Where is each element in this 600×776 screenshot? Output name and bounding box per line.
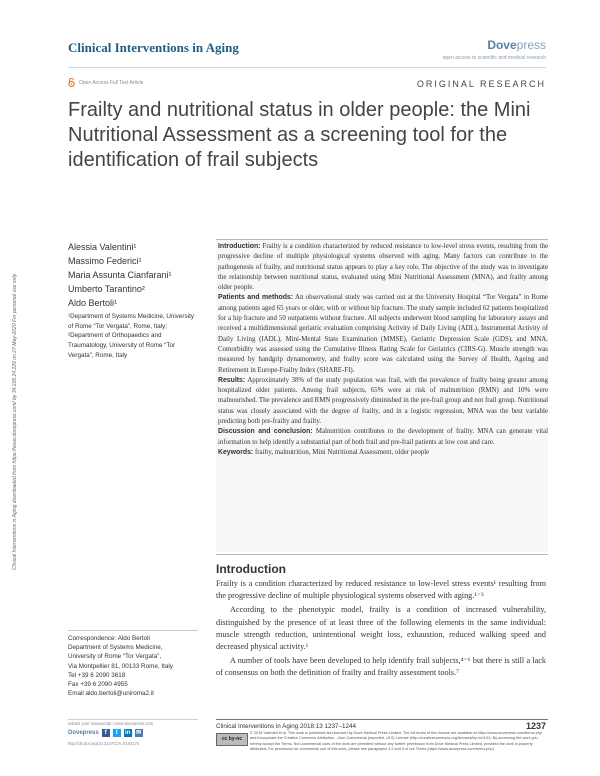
abstract-introduction-text: Frailty is a condition characterized by reduced resistance to low-level stress events, resulting from the progressive decline of multiple physiological systems observed with aging. Many factors can contribute to the pathogenesis of frailty, and nutritional status appears to play a key role. The objective of the study was to investigate the relationship between nutritional status, evaluated using Mini Nutritional Assessment (MNA), and frailty among older people.: [218, 243, 548, 292]
publisher-tagline: open access to scientific and medical research: [442, 55, 546, 61]
abstract-methods-text: An observational study was carried out at the University Hospital “Tor Vergata” in Rome among patients aged 65 years or older, with or without hip fracture. The study sample included 62 patients hospitalized for a hip fracture and 50 outpatients without fracture. All subjects underwent blood sampling for laboratory assays and received a multidimensional geriatric evaluation comprising Activity of Daily Living (ADL), Instrumental Activity of Daily Living (IADL), Mini-Mental State Examination (MMSE), Geriatric Depression Scale (GDS), and MNA. Comorbidity was assessed using the Cumulative Illness Rating Scale for Geriatrics (CIRS-G). Muscle strength was measured by handgrip dynamometry, and frailty score was calculated using the Survey of Health, Ageing and Retirement in Europe-Frailty Index (SHARE-FI).: [218, 294, 548, 374]
abstract-discussion-label: Discussion and conclusion:: [218, 428, 313, 436]
author-name: Maria Assunta Cianfarani¹: [68, 270, 172, 280]
author-name: Umberto Tarantino²: [68, 284, 145, 294]
affiliations: ¹Department of Systems Medicine, University of Rome “Tor Vergata”, Rome, Italy; ²Department of Orthopaedics and Traumatology, University of Rome “Tor Vergata”, Rome, Italy: [68, 313, 194, 359]
article-type: ORIGINAL RESEARCH: [416, 79, 546, 89]
introduction-body: [216, 578, 546, 680]
footer-divider-left: [68, 719, 198, 720]
publisher-logo[interactable]: [487, 38, 546, 52]
abstract-methods-label: Patients and methods:: [218, 294, 294, 302]
open-access-label: Open Access Full Text Article: [79, 79, 144, 86]
correspondence-line: Fax +39 6 2090 4955: [68, 681, 128, 689]
correspondence-block: [68, 634, 200, 698]
author-name: Alessia Valentini¹: [68, 242, 137, 252]
page-number: 1237: [525, 721, 546, 731]
abstract-introduction-label: Introduction:: [218, 243, 261, 250]
share-row: [68, 729, 143, 737]
facebook-icon[interactable]: f: [102, 729, 110, 737]
abstract-box: [216, 239, 548, 552]
submit-manuscript-link[interactable]: submit your manuscript | www.dovepress.com: [68, 721, 154, 726]
open-access-lock-icon: [68, 78, 75, 87]
dovepress-logo[interactable]: Dovepress: [68, 730, 99, 736]
author-name: Aldo Bertoli¹: [68, 298, 118, 308]
correspondence-line: Tel +39 6 2090 3618: [68, 671, 126, 679]
correspondence-line: Via Montpellier 81, 00133 Rome, Italy: [68, 662, 173, 670]
email-icon[interactable]: ✉: [136, 730, 142, 736]
open-access-row: [68, 78, 143, 87]
correspondence-line: Department of Systems Medicine,: [68, 644, 163, 652]
side-note-text: Clinical Interventions in Aging downloaded from https://www.dovepress.com/ by 34.226.24.229 on 27-May-2020 For personal use only.: [12, 272, 18, 570]
paper-title: Frailty and nutritional status in older people: the Mini Nutritional Assessment as a screening tool for the identification of frail subjects: [68, 99, 531, 171]
header-divider: [68, 67, 546, 68]
doi-link[interactable]: http://dx.doi.org/10.2147/CIA.S164174: [68, 741, 140, 746]
correspondence-line: University of Rome “Tor Vergata”,: [68, 653, 162, 661]
publisher-light: press: [516, 38, 546, 52]
download-side-note: [12, 150, 42, 570]
abstract-results-text: Approximately 38% of the study population was frail, with the prevalence of frailty being greater among hospitalized older patients. Among frail subjects, 65% were at risk of malnutrition (RMN) and 10% were malnourished. The prevalence and RMN progressively diminished in the pre-frail group and not frail group. Nutritional status was closely associated with the degree of frailty, and in a logistic regression, MNA was the best variable predicting both pre-frailty and frailty.: [218, 376, 548, 426]
twitter-icon[interactable]: t: [113, 729, 121, 737]
abstract-results-label: Results:: [218, 376, 246, 384]
author-list: [68, 240, 172, 310]
abstract-keywords-label: Keywords:: [218, 448, 254, 456]
correspondence-divider: [68, 630, 198, 631]
license-text: © 2018 Valentini et al. This work is published and licensed by Dove Medical Press Limited. The full terms of this license are available at https://www.dovepress.com/terms.php and incorporate the Creative Commons Attribution – Non Commercial (unported, v3.0) License (http://creativecommons.org/licenses/by-nc/3.0/). By accessing the work you hereby accept the Terms. Non-commercial uses of the work are permitted without any further permission from Dove Medical Press Limited, provided the work is properly attributed. For permission for commercial use of this work, please see paragraphs 4.2 and 5 of our Terms (https://www.dovepress.com/terms.php).: [250, 731, 542, 751]
creative-commons-icon[interactable]: cc by-nc: [216, 733, 248, 746]
correspondence-email-link[interactable]: Email aldo.bertoli@uniroma2.it: [68, 690, 154, 698]
abstract-divider: [216, 554, 548, 555]
journal-title: Clinical Interventions in Aging: [68, 40, 239, 55]
author-name: Massimo Federici¹: [68, 256, 142, 266]
introduction-paragraph: A number of tools have been developed to help identify frail subjects,⁴⁻⁶ but there is still a lack of consensus on both the definition of frailty and frailty assessment tools.⁷: [216, 656, 546, 678]
abstract-keywords-text: frailty, malnutrition, Mini Nutritional Assessment, older people: [253, 448, 430, 456]
correspondence-label: Correspondence: Aldo Bertoli: [68, 635, 150, 642]
abstract-discussion-text: Malnutrition contributes to the development of frailty. MNA can generate vital information to help identify a substantial part of both frail and pre-frail patients at low cost and care.: [218, 428, 548, 446]
introduction-paragraph: Frailty is a condition characterized by reduced resistance to low-level stress events¹ resulting from the progressive decline of multiple physiological systems observed with aging.¹⁻³: [216, 579, 546, 601]
footer-divider-right: [216, 719, 548, 720]
section-heading-introduction: Introduction: [216, 562, 286, 576]
linkedin-icon[interactable]: in: [125, 730, 131, 736]
introduction-paragraph: According to the phenotypic model, frailty is a condition of increased vulnerability, distinguished by the presence of at least three of the following elements in the same individual: muscle strength reduction, unintentional weight loss, exhaustion, reduced walking speed and decreased physical activity.¹: [216, 605, 546, 652]
publisher-strong: Dove: [487, 38, 517, 52]
journal-citation: Clinical Interventions in Aging 2018:13 1237–1244: [216, 723, 357, 730]
